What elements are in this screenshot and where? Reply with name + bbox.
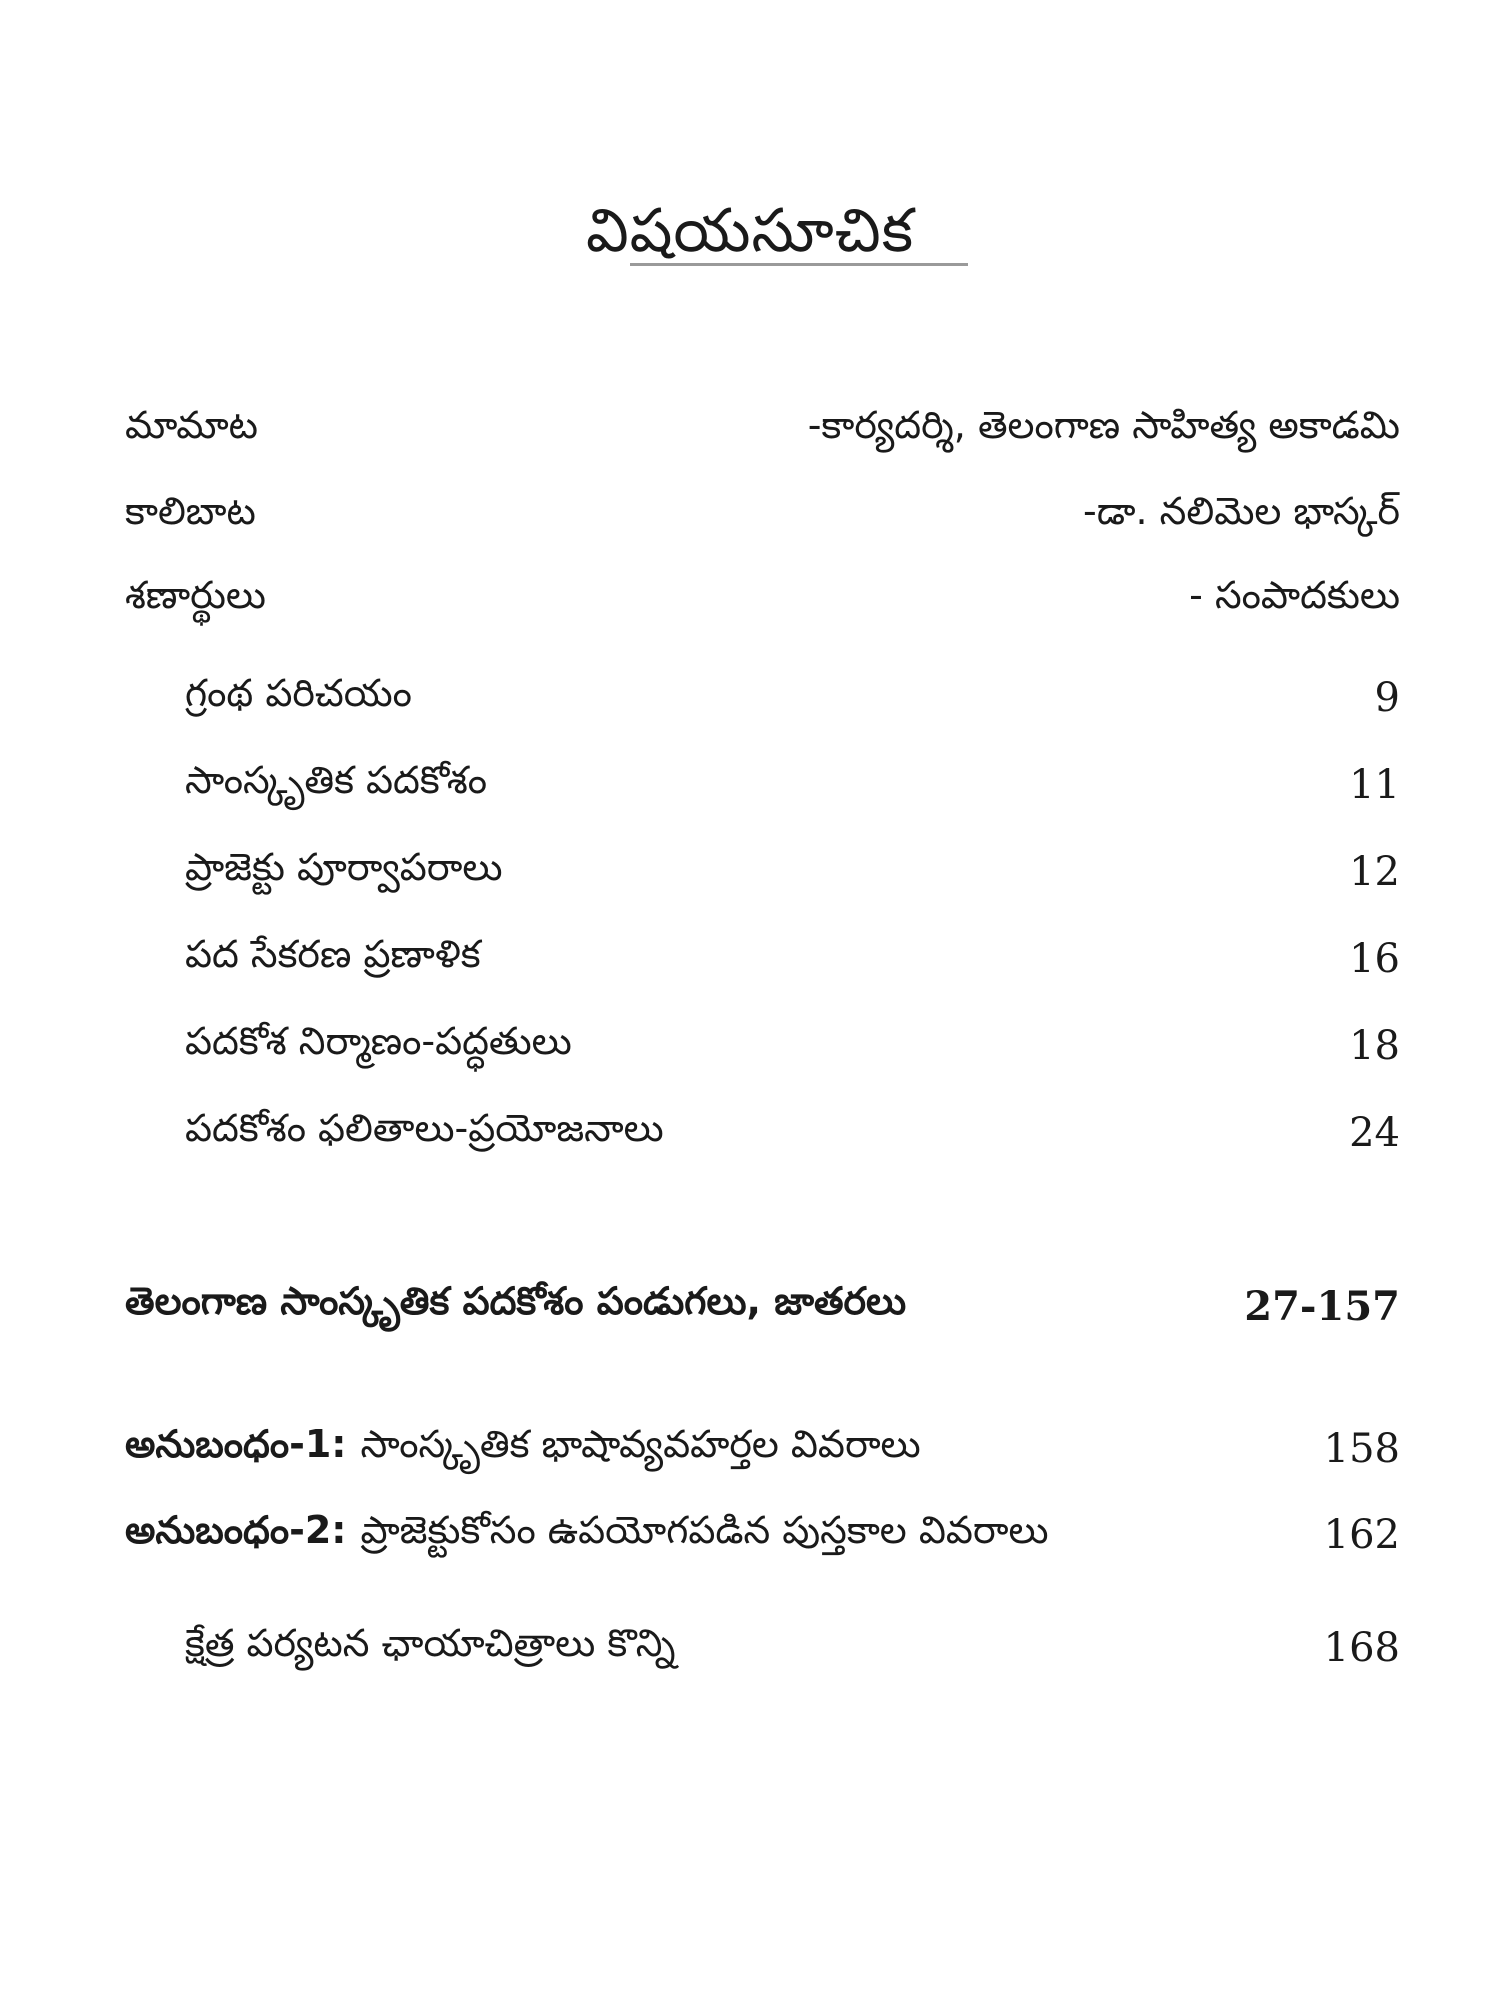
toc-subentry [185, 755, 1400, 815]
toc-appendix-2 [125, 1505, 1400, 1565]
toc-entry-label: పదకోశం ఫలితాలు-ప్రయోజనాలు [185, 1106, 664, 1150]
toc-entry-label: ప్రాజెక్టు పూర్వాపరాలు [185, 845, 503, 889]
page-title: విషయసూచిక [585, 196, 915, 266]
toc-entry-label: క్షేత్ర పర్యటన ఛాయాచిత్రాలు కొన్ని [185, 1621, 676, 1665]
toc-entry-credit: -డా. నలిమెల భాస్కర్ [1083, 489, 1400, 533]
toc-subentry [185, 1016, 1400, 1076]
toc-entry-kalibata [125, 486, 1400, 546]
toc-page-number: 9 [1374, 675, 1400, 721]
toc-page-number: 27-157 [1244, 1282, 1400, 1330]
toc-entry-label: గ్రంథ పరిచయం [185, 671, 412, 715]
toc-entry-mamata [125, 400, 1400, 460]
toc-page-number: 18 [1349, 1023, 1400, 1069]
appendix-tag: అనుబంధం-2: [125, 1508, 347, 1552]
toc-entry-label [125, 1508, 1049, 1562]
toc-entry-label: శణార్థులు [125, 573, 266, 617]
title-underline [630, 263, 968, 266]
toc-page-number: 158 [1323, 1426, 1400, 1472]
toc-entry-label: పదకోశ నిర్మాణం-పద్ధతులు [185, 1019, 572, 1063]
appendix-tag: అనుబంధం-1: [125, 1422, 347, 1466]
toc-entry-label: తెలంగాణ సాంస్కృతిక పదకోశం పండుగలు, జాతరలు [125, 1279, 907, 1323]
toc-entry-label: సాంస్కృతిక పదకోశం [185, 758, 487, 802]
toc-subentry [185, 668, 1400, 728]
toc-main-section [125, 1276, 1400, 1336]
toc-appendix-1 [125, 1419, 1400, 1479]
toc-photos-entry [185, 1618, 1400, 1678]
toc-entry-credit: - సంపాదకులు [1189, 573, 1400, 617]
toc-entry-label: మామాట [125, 403, 258, 447]
toc-subentry [185, 1103, 1400, 1163]
toc-page-number: 16 [1349, 936, 1400, 982]
toc-entry-credit: -కార్యదర్శి, తెలంగాణ సాహిత్య అకాడమి [807, 403, 1400, 447]
toc-page-number: 162 [1323, 1512, 1400, 1558]
toc-page-number: 168 [1323, 1625, 1400, 1671]
toc-subentry [185, 842, 1400, 902]
toc-page-number: 11 [1349, 762, 1400, 808]
appendix-title: ప్రాజెక్టుకోసం ఉపయోగపడిన పుస్తకాల వివరాలు [360, 1508, 1049, 1552]
toc-subentry [185, 929, 1400, 989]
toc-page-number: 24 [1349, 1110, 1400, 1156]
toc-entry-label [125, 1422, 921, 1476]
toc-entry-acknowledgements [125, 570, 1400, 630]
appendix-title: సాంస్కృతిక భాషావ్యవహర్తల వివరాలు [360, 1422, 921, 1466]
toc-entry-label: పద సేకరణ ప్రణాళిక [185, 932, 481, 976]
toc-page-number: 12 [1349, 849, 1400, 895]
toc-entry-label: కాలిబాట [125, 489, 256, 533]
